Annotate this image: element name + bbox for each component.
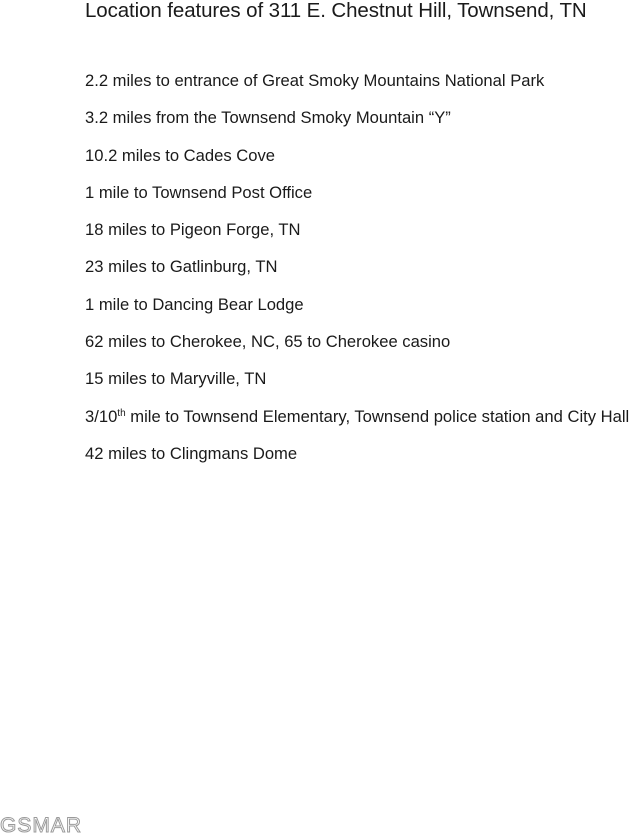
list-item: 1 mile to Dancing Bear Lodge (85, 294, 304, 314)
list-item: 1 mile to Townsend Post Office (85, 182, 313, 202)
list-item: 15 miles to Maryville, TN (85, 369, 267, 389)
list-item: 23 miles to Gatlinburg, TN (85, 257, 278, 277)
list-item: 62 miles to Cherokee, NC, 65 to Cherokee casino (85, 332, 451, 352)
watermark-logo: GSMAR (0, 814, 83, 837)
ordinal-superscript: th (117, 407, 126, 419)
list-item: 42 miles to Clingmans Dome (85, 443, 298, 463)
list-item: 10.2 miles to Cades Cove (85, 145, 276, 165)
list-item (85, 404, 640, 430)
list-item: 3.2 miles from the Townsend Smoky Mountain “Y” (85, 108, 451, 128)
list-item: 2.2 miles to entrance of Great Smoky Mountains National Park (85, 71, 545, 90)
location-feature-list (85, 68, 640, 478)
list-item: 18 miles to Pigeon Forge, TN (85, 220, 301, 240)
list-item-suffix: mile to Townsend Elementary, Townsend police station and City Hall (125, 406, 630, 426)
page-title: Location features of 311 E. Chestnut Hill, Townsend, TN (85, 0, 587, 22)
list-item-prefix: 3/10 (85, 406, 118, 426)
